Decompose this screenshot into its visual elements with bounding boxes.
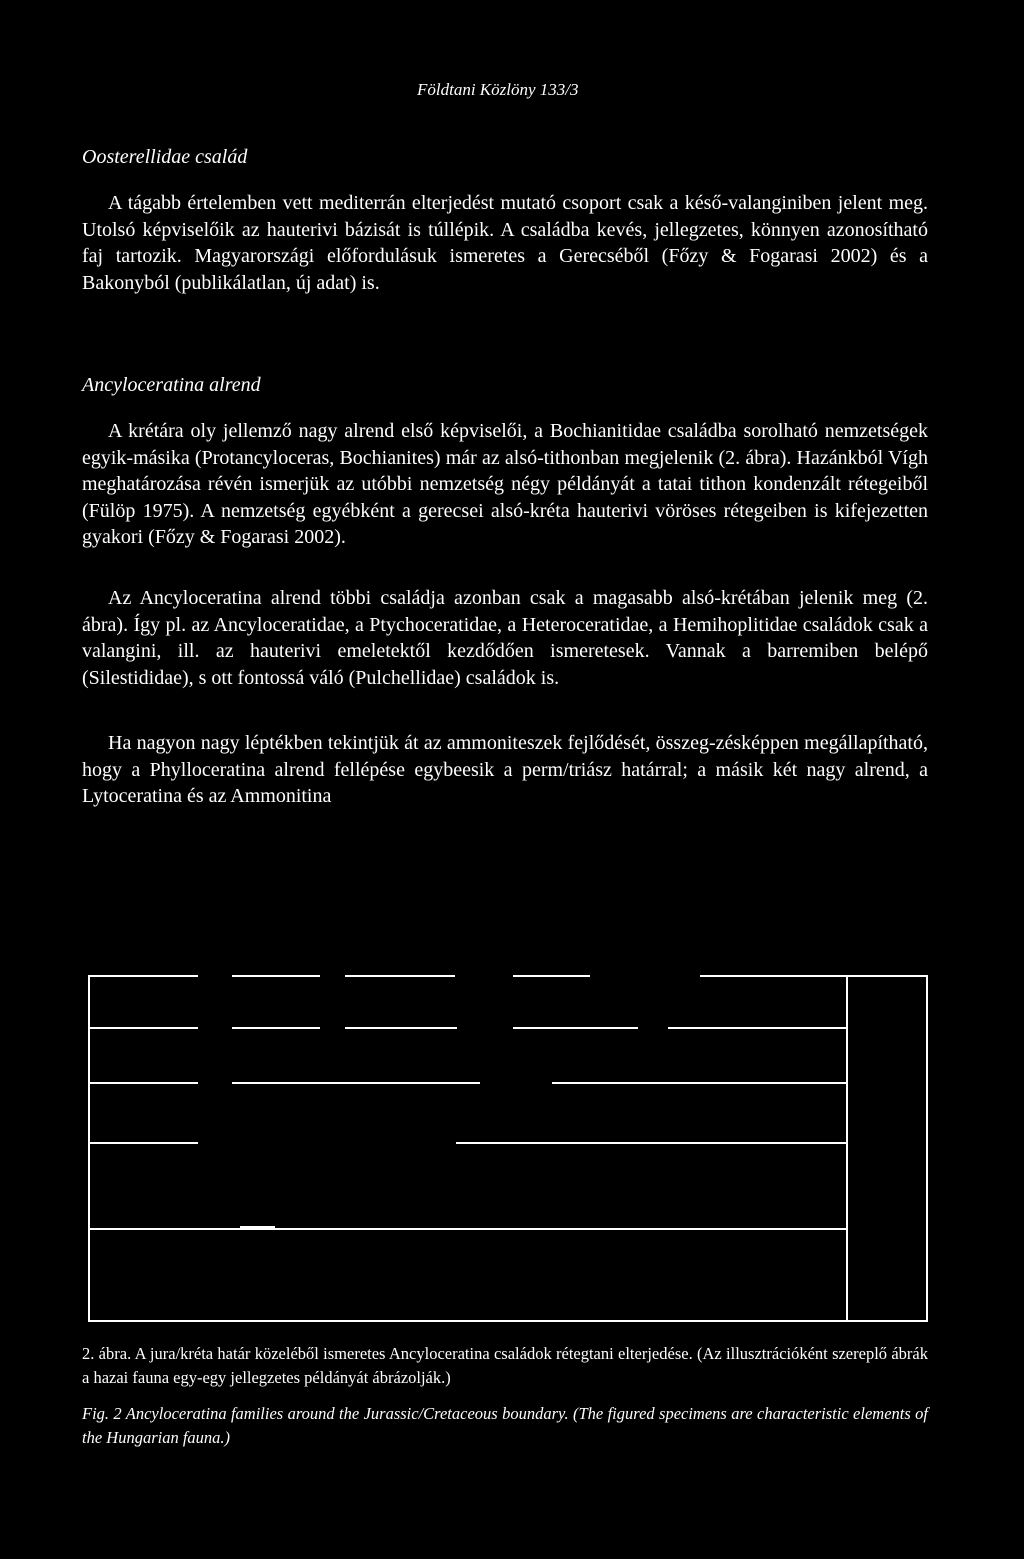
chart-frame-bottom (88, 1320, 928, 1322)
chart-rule (232, 1082, 480, 1084)
chart-rule-mark (240, 1226, 275, 1230)
chart-rule (88, 1228, 848, 1230)
paragraph-ancyloceratina-1: A krétára oly jellemző nagy alrend első képviselői, a Bochianitidae családba sorolható nemzetségek egyik-másika (Protancyloceras, Bochianites) már az alsó-tithonban megjelenik (2. ábra). Hazánkból Vígh meghatározása révén ismerjük az utóbbi nemzetség négy példányát a tatai tithon kondenzált rétegeiből (Fülöp 1975). A nemzetség egyébként a gerecsei alsó-kréta hauterivi vöröses rétegeiben is kifejezetten gyakori (Főzy & Fogarasi 2002). (82, 420, 928, 549)
chart-rule (345, 975, 455, 977)
chart-rule (552, 1082, 848, 1084)
chart-rule (88, 975, 198, 977)
chart-rule (345, 1027, 457, 1029)
figure-caption-hungarian: 2. ábra. A jura/kréta határ közeléből ismeretes Ancyloceratina családok rétegtani elterjedése. (Az illusztrációként szereplő ábrák a hazai fauna egy-egy jellegzetes példányát ábrázolják.) (82, 1344, 928, 1387)
section-title-ancyloceratina: Ancyloceratina alrend (82, 374, 261, 396)
paragraph-ancyloceratina-2: Az Ancyloceratina alrend többi családja azonban csak a magasabb alsó-krétában jelenik meg (2. ábra). Így pl. az Ancyloceratidae, a Ptychoceratidae, a Heteroceratidae, a Hemihoplitidae családok csak a valangini, ill. az hauterivi emeletektől kezdődően ismeretesek. Vannak a barremiben belépő (Silestididae), s ott fontossá váló (Pulchellidae) családok is. (82, 587, 928, 689)
chart-rule (88, 1082, 198, 1084)
chart-rule (513, 975, 590, 977)
section-title-oosterellidae: Oosterellidae család (82, 146, 248, 168)
chart-rule (700, 975, 928, 977)
chart-frame-far-right (926, 975, 928, 1321)
chart-rule (668, 1027, 848, 1029)
chart-rule (88, 1142, 198, 1144)
chart-rule (456, 1142, 848, 1144)
chart-rule (232, 1027, 320, 1029)
figure-caption-english: Fig. 2 Ancyloceratina families around the Jurassic/Cretaceous boundary. (The figured specimens are characteristic elements of the Hungarian fauna.) (82, 1404, 928, 1447)
paragraph-ancyloceratina-3: Ha nagyon nagy léptékben tekintjük át az ammoniteszek fejlődését, összeg-zésképpen megállapítható, hogy a Phylloceratina alrend fellépése egybeesik a perm/triász határral; a másik két nagy alrend, a Lytoceratina és az Ammonitina (82, 732, 928, 808)
chart-rule (88, 1027, 198, 1029)
chart-rule (513, 1027, 638, 1029)
figure-stratigraphic-chart (0, 960, 1024, 1320)
paragraph-oosterellidae: A tágabb értelemben vett mediterrán elterjedést mutató csoport csak a késő-valanginiben jelent meg. Utolsó képviselőik az hauterivi bázisát is túllépik. A családba kevés, jellegzetes, könnyen azonosítható faj tartozik. Magyarországi előfordulásuk ismeretes a Gerecséből (Főzy & Fogarasi 2002) és a Bakonyból (publikálatlan, új adat) is. (82, 192, 928, 294)
running-head: Földtani Közlöny 133/3 (417, 80, 579, 99)
chart-rule (232, 975, 320, 977)
